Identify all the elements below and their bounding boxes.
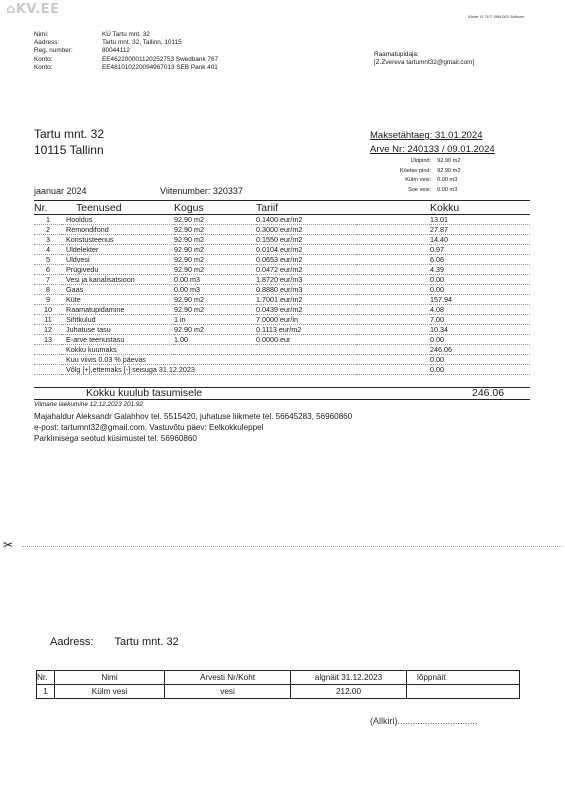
meter-header-row bbox=[37, 671, 520, 685]
row-nr: 10 bbox=[34, 305, 62, 315]
row-nr: 8 bbox=[34, 285, 62, 295]
services-table bbox=[34, 200, 530, 375]
row-total: 0.00 bbox=[430, 335, 530, 345]
meter-row-name: Külm vesi bbox=[55, 685, 165, 699]
area-label: Üldpind: bbox=[410, 158, 432, 164]
row-nr: 4 bbox=[34, 245, 62, 255]
row-service: Juhatuse tasu bbox=[62, 325, 174, 335]
meter-col-start: algnäit 31.12.2023 bbox=[291, 671, 407, 685]
row-qty: 0.00 m3 bbox=[174, 285, 256, 295]
accountant-value: [Z.Zvereva tartumnt32@gmail.com] bbox=[374, 59, 475, 67]
row-qty: 92.90 m2 bbox=[174, 325, 256, 335]
row-tariff: 1.8720 eur/m3 bbox=[256, 275, 356, 285]
row-service: E-arve teenustasu bbox=[62, 335, 174, 345]
monthly-total-value: 246.06 bbox=[430, 345, 530, 355]
row-spacer bbox=[356, 265, 430, 275]
area-label: Soe vesi: bbox=[408, 186, 432, 193]
kv-ee-logo: ⌂KV.EE bbox=[6, 2, 60, 17]
row-spacer bbox=[356, 305, 430, 315]
services-header-row bbox=[34, 201, 530, 215]
meter-address-value: Tartu mnt. 32 bbox=[114, 636, 179, 648]
row-qty: 92.90 m2 bbox=[174, 255, 256, 265]
billing-period: jaanuar 2024 bbox=[34, 186, 87, 196]
row-total: 0.00 bbox=[430, 275, 530, 285]
contact-line: Parkimisega seotud küsimustel tel. 56960860 bbox=[34, 434, 197, 443]
contact-line: Majahaldur Aleksandr Galahhov tel. 5515420, juhatuse liikmete tel. 56645283, 56960860 bbox=[34, 412, 353, 421]
row-qty: 92.90 m2 bbox=[174, 305, 256, 315]
assoc-address: Tartu mnt. 32, Tallinn, 10115 bbox=[102, 39, 182, 47]
row-tariff: 0.0653 eur/m2 bbox=[256, 255, 356, 265]
row-qty: 1 in bbox=[174, 315, 256, 325]
table-row bbox=[34, 305, 530, 315]
row-total: 157.94 bbox=[430, 295, 530, 305]
home-icon: ⌂ bbox=[6, 2, 16, 17]
row-tariff: 0.1550 eur/m2 bbox=[256, 235, 356, 245]
row-service: Küte bbox=[62, 295, 174, 305]
meter-col-name: Nimi bbox=[55, 671, 165, 685]
table-row bbox=[34, 285, 530, 295]
debt-row bbox=[34, 365, 530, 375]
meter-col-meter: Arvesti Nr/Koht bbox=[165, 671, 291, 685]
assoc-label: Konto: bbox=[34, 63, 53, 71]
row-nr: 13 bbox=[34, 335, 62, 345]
interest-label: Kuu viivis 0.03 % päevas bbox=[62, 355, 430, 365]
row-nr: 3 bbox=[34, 235, 62, 245]
grand-total-bar bbox=[34, 387, 530, 400]
row-tariff: 0.0104 eur/m2 bbox=[256, 245, 356, 255]
row-spacer bbox=[34, 365, 62, 375]
assoc-account-2: EE481010220094967013 SEB Pank 401 bbox=[102, 63, 218, 71]
invoice-number: Arve Nr: 240133 / 09.01.2024 bbox=[370, 144, 495, 155]
table-row bbox=[34, 245, 530, 255]
col-total: Kokku bbox=[430, 201, 530, 215]
grand-total-value: 246.06 bbox=[472, 387, 505, 399]
meter-address-label: Aadress: bbox=[50, 636, 94, 648]
recipient-city: 10115 Tallinn bbox=[34, 143, 104, 157]
meter-col-end: lõppnäit bbox=[407, 671, 520, 685]
table-row bbox=[34, 225, 530, 235]
area-label: Külm vesi: bbox=[405, 177, 432, 184]
row-total: 14.40 bbox=[430, 235, 530, 245]
row-qty: 92.90 m2 bbox=[174, 265, 256, 275]
meter-table bbox=[36, 670, 520, 699]
row-spacer bbox=[34, 355, 62, 365]
last-payment: Viimane laekumine 12.12.2023 201.92 bbox=[34, 401, 143, 408]
debt-value: 0.00 bbox=[430, 365, 530, 375]
recipient-street: Tartu mnt. 32 bbox=[34, 127, 105, 141]
row-service: Sihtkulud bbox=[62, 315, 174, 325]
assoc-label: Aadress: bbox=[34, 39, 60, 47]
table-row bbox=[34, 235, 530, 245]
reference-number: Viitenumber: 320337 bbox=[160, 186, 243, 196]
assoc-name: KÜ Tartu mnt. 32 bbox=[102, 31, 150, 38]
row-tariff: 0.3000 eur/m2 bbox=[256, 225, 356, 235]
row-service: Hooldus bbox=[62, 215, 174, 225]
monthly-total-label: Kokku kuumaks bbox=[62, 345, 430, 355]
contact-info bbox=[34, 411, 352, 444]
debt-label: Võlg [+],ettemaks [-] seisuga 31.12.2023 bbox=[62, 365, 430, 375]
area-value: 0.00 m3 bbox=[437, 186, 458, 193]
row-spacer bbox=[356, 275, 430, 285]
row-tariff: 0.8880 eur/m3 bbox=[256, 285, 356, 295]
row-service: Remondifond bbox=[62, 225, 174, 235]
row-service: Prügivedu bbox=[62, 265, 174, 275]
row-spacer bbox=[356, 335, 430, 345]
assoc-label: Reg. number: bbox=[34, 47, 73, 55]
row-qty: 92.90 m2 bbox=[174, 215, 256, 225]
row-spacer bbox=[356, 325, 430, 335]
table-row bbox=[34, 315, 530, 325]
meter-row-location: vesi bbox=[165, 685, 291, 699]
area-value: 92.90 m2 bbox=[437, 167, 461, 174]
row-total: 4.08 bbox=[430, 305, 530, 315]
table-row bbox=[34, 325, 530, 335]
row-service: Vesi ja kanalisatsioon bbox=[62, 275, 174, 285]
row-total: 10.34 bbox=[430, 325, 530, 335]
row-qty: 92.90 m2 bbox=[174, 295, 256, 305]
row-spacer bbox=[356, 295, 430, 305]
row-tariff: 1.7001 eur/m2 bbox=[256, 295, 356, 305]
meter-end-reading-field[interactable] bbox=[407, 685, 520, 699]
meter-address bbox=[50, 636, 179, 648]
row-spacer bbox=[356, 285, 430, 295]
row-nr: 11 bbox=[34, 315, 62, 325]
row-total: 27.87 bbox=[430, 225, 530, 235]
row-nr: 1 bbox=[34, 215, 62, 225]
row-tariff: 0.1400 eur/m2 bbox=[256, 215, 356, 225]
table-row bbox=[34, 265, 530, 275]
meter-col-nr: Nr. bbox=[37, 671, 55, 685]
row-tariff: 0.0439 eur/m2 bbox=[256, 305, 356, 315]
association-values bbox=[102, 31, 218, 72]
row-service: Gaas bbox=[62, 285, 174, 295]
row-total: 6.06 bbox=[430, 255, 530, 265]
row-qty: 0.00 m3 bbox=[174, 275, 256, 285]
row-spacer bbox=[356, 235, 430, 245]
row-service: Koristusteenus bbox=[62, 235, 174, 245]
row-nr: 9 bbox=[34, 295, 62, 305]
row-spacer bbox=[356, 315, 430, 325]
row-qty: 92.90 m2 bbox=[174, 225, 256, 235]
table-row bbox=[34, 255, 530, 265]
interest-value: 0.00 bbox=[430, 355, 530, 365]
association-labels bbox=[34, 31, 73, 72]
row-nr: 6 bbox=[34, 265, 62, 275]
accountant-block bbox=[374, 51, 474, 68]
row-qty: 92.90 m2 bbox=[174, 235, 256, 245]
row-qty: 1.00 bbox=[174, 335, 256, 345]
assoc-label: Konto: bbox=[34, 55, 53, 63]
row-tariff: 7.0000 eur/in bbox=[256, 315, 356, 325]
monthly-total-row bbox=[34, 345, 530, 355]
meter-row-nr: 1 bbox=[37, 685, 55, 699]
row-qty: 92.90 m2 bbox=[174, 245, 256, 255]
area-table bbox=[396, 156, 464, 196]
assoc-account-1: EE462200001120252753 Swedbank 767 bbox=[102, 55, 219, 63]
row-nr: 7 bbox=[34, 275, 62, 285]
row-total: 4.39 bbox=[430, 265, 530, 275]
row-total: 13.01 bbox=[430, 215, 530, 225]
table-row bbox=[34, 275, 530, 285]
col-nr: Nr. bbox=[34, 201, 62, 215]
scissors-icon: ✂ bbox=[3, 538, 14, 552]
row-tariff: 0.1113 eur/m2 bbox=[256, 325, 356, 335]
col-spacer bbox=[356, 201, 430, 215]
area-value: 0.00 m3 bbox=[437, 177, 458, 184]
col-service: Teenused bbox=[62, 201, 174, 215]
row-total: 7.00 bbox=[430, 315, 530, 325]
row-service: Üldvesi bbox=[62, 255, 174, 265]
row-nr: 2 bbox=[34, 225, 62, 235]
table-row bbox=[34, 295, 530, 305]
row-service: Üldelekter bbox=[62, 245, 174, 255]
row-spacer bbox=[356, 255, 430, 265]
cut-line bbox=[22, 546, 562, 547]
col-tariff: Tariif bbox=[256, 201, 356, 215]
area-label: Köetav pind: bbox=[400, 167, 432, 174]
row-tariff: 0.0472 eur/m2 bbox=[256, 265, 356, 275]
grand-total-label: Kokku kuulub tasumisele bbox=[86, 387, 203, 399]
recipient-address bbox=[34, 126, 104, 158]
row-nr: 5 bbox=[34, 255, 62, 265]
meter-row-start: 212.00 bbox=[291, 685, 407, 699]
assoc-reg-number: 80044112 bbox=[102, 47, 130, 55]
row-tariff: 0.0000 eur bbox=[256, 335, 356, 345]
row-spacer bbox=[356, 245, 430, 255]
row-service: Raamatupidamine bbox=[62, 305, 174, 315]
row-spacer bbox=[356, 215, 430, 225]
row-nr: 12 bbox=[34, 325, 62, 335]
software-note: Kõrber V1.76 © 1999 DIGI Software bbox=[468, 15, 524, 19]
accountant-label: Raamatupidaja: bbox=[374, 51, 419, 58]
interest-row bbox=[34, 355, 530, 365]
row-total: 0.97 bbox=[430, 245, 530, 255]
area-value: 92.90 m2 bbox=[437, 158, 461, 164]
table-row bbox=[34, 335, 530, 345]
row-total: 0.00 bbox=[430, 285, 530, 295]
row-spacer bbox=[34, 345, 62, 355]
meter-row bbox=[37, 685, 520, 699]
signature-line[interactable]: (Allkiri)................................ bbox=[370, 716, 478, 726]
contact-line: e-post: tartumnt32@gmail.com. Vastuvõtu päev: Eelkokkuleppel bbox=[34, 423, 264, 432]
due-date: Maksetähtaeg: 31.01.2024 bbox=[370, 130, 483, 141]
assoc-label: Nimi: bbox=[34, 31, 49, 38]
table-row bbox=[34, 215, 530, 225]
col-quantity: Kogus bbox=[174, 201, 256, 215]
row-spacer bbox=[356, 225, 430, 235]
